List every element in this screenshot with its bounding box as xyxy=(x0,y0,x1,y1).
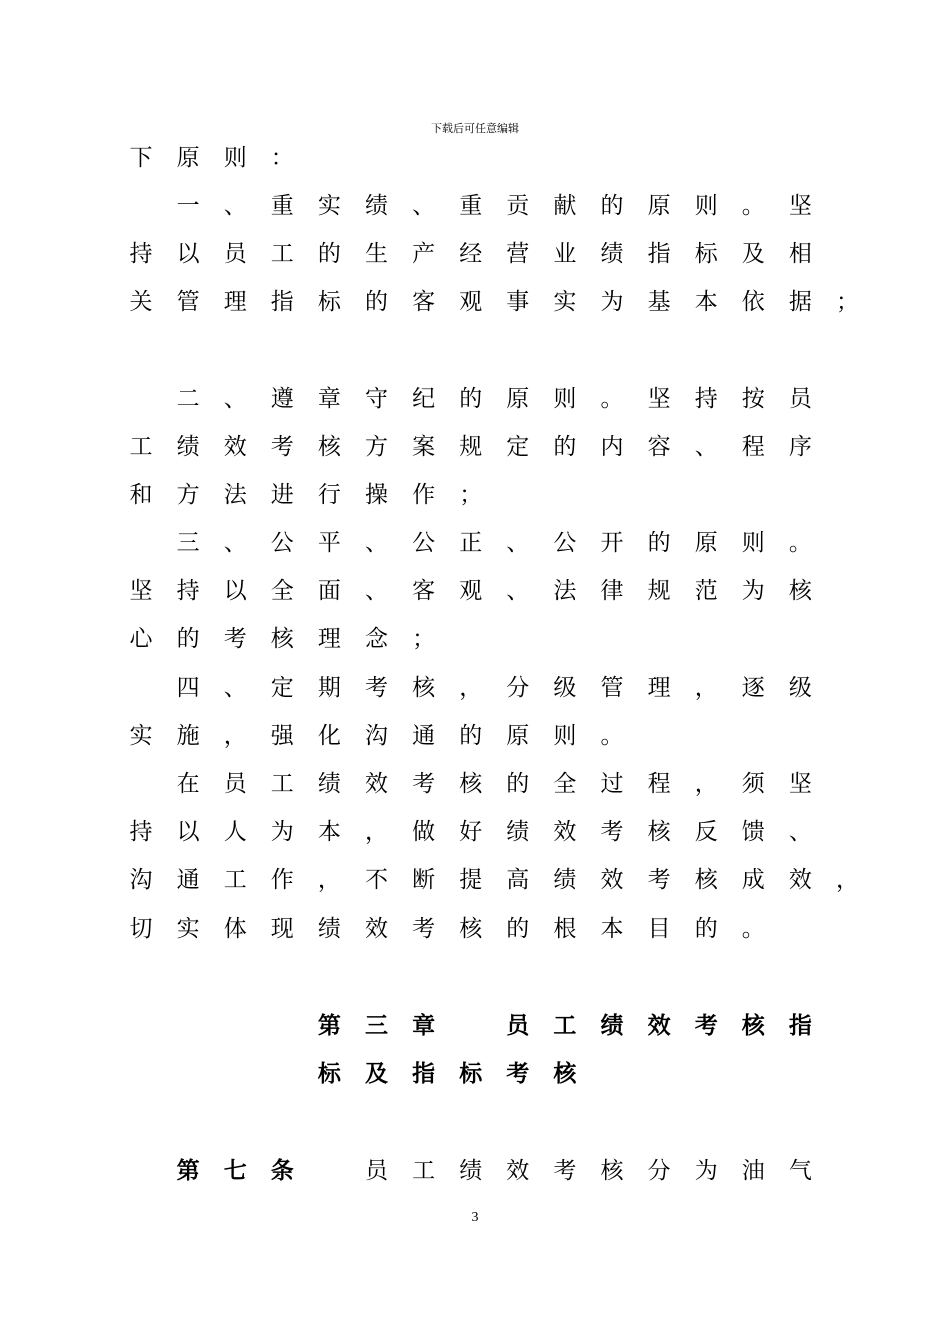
text-char: 行 xyxy=(317,482,341,508)
text-char: 的 xyxy=(459,386,483,412)
text-char: ， xyxy=(223,723,247,749)
text-char: 核 xyxy=(270,626,294,652)
text-char: 馈 xyxy=(741,819,765,845)
text-char: 的 xyxy=(647,530,671,556)
text-char: 开 xyxy=(600,530,624,556)
text-char: 考 xyxy=(412,771,436,797)
text-char: 通 xyxy=(176,867,200,893)
paragraph-line xyxy=(0,382,950,416)
text-char: 核 xyxy=(741,1013,765,1039)
text-char: 体 xyxy=(223,916,247,942)
text-char: 则 xyxy=(741,530,765,556)
text-char: 业 xyxy=(553,241,577,267)
text-char: 以 xyxy=(176,241,200,267)
text-char: 心 xyxy=(129,626,153,652)
text-char: 考 xyxy=(553,1158,577,1184)
text-char: 正 xyxy=(459,530,483,556)
text-char: 持 xyxy=(694,386,718,412)
text-char: 关 xyxy=(129,289,153,315)
text-char: 逐 xyxy=(741,675,765,701)
text-char: ： xyxy=(270,145,294,171)
text-char: 效 xyxy=(506,1158,530,1184)
text-char: ； xyxy=(412,626,436,652)
text-char: 成 xyxy=(741,867,765,893)
text-char: 基 xyxy=(647,289,671,315)
text-char: 一 xyxy=(176,193,200,219)
text-char: 工 xyxy=(412,1158,436,1184)
text-char: 核 xyxy=(459,916,483,942)
text-char: 方 xyxy=(365,434,388,460)
text-char: 纪 xyxy=(412,386,436,412)
text-char: 原 xyxy=(694,530,718,556)
text-char: 程 xyxy=(741,434,765,460)
text-char: 理 xyxy=(223,289,247,315)
text-char: 进 xyxy=(270,482,294,508)
text-char: 员 xyxy=(788,386,812,412)
text-char: 考 xyxy=(600,819,624,845)
text-char: 绩 xyxy=(317,916,341,942)
text-char: 本 xyxy=(600,916,624,942)
text-char: 考 xyxy=(647,867,671,893)
text-char: 不 xyxy=(365,867,388,893)
text-char: 。 xyxy=(741,916,765,942)
text-char: 原 xyxy=(506,723,530,749)
text-char: 反 xyxy=(694,819,718,845)
text-char: 化 xyxy=(317,723,341,749)
text-char: 做 xyxy=(412,819,436,845)
text-char: 则 xyxy=(694,193,718,219)
text-char: 范 xyxy=(694,578,718,604)
text-char: 分 xyxy=(506,675,530,701)
page-number: 3 xyxy=(471,1210,479,1225)
paragraph-line xyxy=(0,478,950,512)
text-char: 过 xyxy=(600,771,624,797)
text-char: 工 xyxy=(553,1013,577,1039)
text-char: 章 xyxy=(412,1013,436,1039)
text-char: 核 xyxy=(788,578,812,604)
text-char: 献 xyxy=(553,193,577,219)
text-char: 管 xyxy=(600,675,624,701)
text-char: 本 xyxy=(317,819,341,845)
heading-line xyxy=(0,1057,950,1091)
text-char: 第 xyxy=(176,1158,200,1184)
text-char: 沟 xyxy=(365,723,388,749)
paragraph-line xyxy=(0,767,950,801)
text-char: 考 xyxy=(412,916,436,942)
text-char: 客 xyxy=(412,578,436,604)
text-char: 绩 xyxy=(600,241,624,267)
text-char: 序 xyxy=(788,434,812,460)
text-char: 的 xyxy=(506,916,530,942)
text-char: 。 xyxy=(600,386,624,412)
text-char: 指 xyxy=(270,289,294,315)
text-char: 核 xyxy=(412,675,436,701)
text-char: 、 xyxy=(412,193,436,219)
text-char: 本 xyxy=(694,289,718,315)
text-char: 法 xyxy=(223,482,247,508)
text-char: 则 xyxy=(553,723,577,749)
text-char: 效 xyxy=(223,434,247,460)
text-char: 绩 xyxy=(506,819,530,845)
paragraph-line xyxy=(0,1154,950,1188)
text-char: 考 xyxy=(270,434,294,460)
text-char: 则 xyxy=(223,145,247,171)
text-char: 的 xyxy=(459,723,483,749)
text-char: 指 xyxy=(788,1013,812,1039)
text-char: 持 xyxy=(129,241,153,267)
text-char: 、 xyxy=(223,193,247,219)
text-char: 效 xyxy=(553,819,577,845)
text-char: 。 xyxy=(600,723,624,749)
text-char: 观 xyxy=(459,289,483,315)
text-char: 全 xyxy=(270,578,294,604)
text-char: 级 xyxy=(553,675,577,701)
paragraph-line xyxy=(0,189,950,223)
text-char: 贡 xyxy=(506,193,530,219)
text-char: 为 xyxy=(600,289,624,315)
paragraph-line xyxy=(0,526,950,560)
text-char: 在 xyxy=(176,771,200,797)
text-char: 绩 xyxy=(600,1013,624,1039)
text-char: 相 xyxy=(788,241,812,267)
text-char: 作 xyxy=(412,482,436,508)
text-char: 全 xyxy=(553,771,577,797)
text-char: 级 xyxy=(788,675,812,701)
text-char: 油 xyxy=(741,1158,765,1184)
text-char: 。 xyxy=(788,530,812,556)
text-char: 高 xyxy=(506,867,530,893)
text-char: 守 xyxy=(365,386,388,412)
text-char: ， xyxy=(317,867,341,893)
text-char: 员 xyxy=(365,1158,388,1184)
text-char: 四 xyxy=(176,675,200,701)
text-char: 员 xyxy=(223,241,247,267)
text-char: 律 xyxy=(600,578,624,604)
paragraph-line xyxy=(0,430,950,464)
paragraph-line xyxy=(0,719,950,753)
text-char: 、 xyxy=(223,675,247,701)
text-char: ， xyxy=(365,819,388,845)
text-char: 生 xyxy=(365,241,388,267)
text-char: 标 xyxy=(317,289,341,315)
text-char: 平 xyxy=(317,530,341,556)
text-char: 的 xyxy=(694,916,718,942)
paragraph-line xyxy=(0,815,950,849)
text-char: 客 xyxy=(412,289,436,315)
text-char: 指 xyxy=(412,1061,436,1087)
text-char: 实 xyxy=(317,193,341,219)
paragraph-line xyxy=(0,671,950,705)
text-char: 下 xyxy=(129,145,153,171)
text-char: 实 xyxy=(176,916,200,942)
text-char: 目 xyxy=(647,916,671,942)
text-char: 效 xyxy=(365,916,388,942)
text-char: 章 xyxy=(317,386,341,412)
text-char: 坚 xyxy=(788,771,812,797)
text-char: 规 xyxy=(459,434,483,460)
paragraph-line xyxy=(0,622,950,656)
text-char: 沟 xyxy=(129,867,153,893)
text-char: 及 xyxy=(741,241,765,267)
text-char: 期 xyxy=(317,675,341,701)
text-char: 产 xyxy=(412,241,436,267)
text-char: 绩 xyxy=(459,1158,483,1184)
text-char: 工 xyxy=(270,771,294,797)
text-char: 、 xyxy=(365,578,388,604)
text-char: 及 xyxy=(365,1061,388,1087)
text-char: 持 xyxy=(129,819,153,845)
text-char: 七 xyxy=(223,1158,247,1184)
text-char: 须 xyxy=(741,771,765,797)
text-char: 为 xyxy=(741,578,765,604)
text-char: 的 xyxy=(506,771,530,797)
text-char: 按 xyxy=(741,386,765,412)
text-char: 内 xyxy=(600,434,624,460)
text-char: 的 xyxy=(600,193,624,219)
text-char: 则 xyxy=(553,386,577,412)
text-char: 绩 xyxy=(365,193,388,219)
text-char: 容 xyxy=(647,434,671,460)
text-char: 效 xyxy=(647,1013,671,1039)
text-char: 标 xyxy=(694,241,718,267)
text-char: 定 xyxy=(506,434,530,460)
text-char: 坚 xyxy=(647,386,671,412)
paragraph-line xyxy=(0,574,950,608)
text-char: 施 xyxy=(176,723,200,749)
text-char: 据 xyxy=(788,289,812,315)
text-char: 实 xyxy=(129,723,153,749)
text-char: 作 xyxy=(270,867,294,893)
text-char: 。 xyxy=(741,193,765,219)
text-char: 方 xyxy=(176,482,200,508)
text-char: 三 xyxy=(176,530,200,556)
text-char: 和 xyxy=(129,482,153,508)
text-char: ； xyxy=(836,289,859,315)
text-char: 、 xyxy=(223,530,247,556)
text-char: 绩 xyxy=(176,434,200,460)
text-char: 遵 xyxy=(270,386,294,412)
text-char: 公 xyxy=(412,530,436,556)
text-char: 效 xyxy=(788,867,812,893)
text-char: 核 xyxy=(459,771,483,797)
text-char: 人 xyxy=(223,819,247,845)
text-char: 工 xyxy=(129,434,153,460)
text-char: 考 xyxy=(694,1013,718,1039)
text-char: 、 xyxy=(506,578,530,604)
text-char: 操 xyxy=(365,482,388,508)
text-char: 条 xyxy=(270,1158,294,1184)
text-char: 经 xyxy=(459,241,483,267)
text-char: 为 xyxy=(694,1158,718,1184)
text-char: ， xyxy=(694,675,718,701)
text-char: 案 xyxy=(412,434,436,460)
text-char: 观 xyxy=(459,578,483,604)
text-char: 坚 xyxy=(129,578,153,604)
text-char: 标 xyxy=(317,1061,341,1087)
text-char: 二 xyxy=(176,386,200,412)
text-char: 考 xyxy=(223,626,247,652)
text-char: 法 xyxy=(553,578,577,604)
paragraph-line xyxy=(0,285,950,319)
text-char: 、 xyxy=(223,386,247,412)
text-char: ， xyxy=(836,867,859,893)
text-char: 气 xyxy=(788,1158,812,1184)
text-char: 工 xyxy=(223,867,247,893)
text-char: 坚 xyxy=(788,193,812,219)
text-char: 强 xyxy=(270,723,294,749)
text-char xyxy=(454,1009,488,1043)
text-char: 效 xyxy=(365,771,388,797)
text-char: 为 xyxy=(270,819,294,845)
text-char: 指 xyxy=(647,241,671,267)
text-char: 面 xyxy=(317,578,341,604)
text-char: 依 xyxy=(741,289,765,315)
text-char: 员 xyxy=(506,1013,530,1039)
text-char: 公 xyxy=(270,530,294,556)
page-header: 下载后可任意编辑 xyxy=(431,122,519,135)
text-char: 实 xyxy=(553,289,577,315)
text-char: 好 xyxy=(459,819,483,845)
text-char: 核 xyxy=(647,819,671,845)
text-char: 分 xyxy=(647,1158,671,1184)
text-char: ； xyxy=(459,482,483,508)
text-char: 理 xyxy=(647,675,671,701)
text-char: 营 xyxy=(506,241,530,267)
text-char: 核 xyxy=(694,867,718,893)
text-char: 原 xyxy=(647,193,671,219)
text-char: 持 xyxy=(176,578,200,604)
text-char: 通 xyxy=(412,723,436,749)
text-char: ， xyxy=(694,771,718,797)
paragraph-line xyxy=(0,912,950,946)
text-char: 三 xyxy=(365,1013,388,1039)
text-char: 念 xyxy=(365,626,388,652)
text-char: 事 xyxy=(506,289,530,315)
text-char: 的 xyxy=(365,289,388,315)
text-char: 、 xyxy=(694,434,718,460)
text-char: 员 xyxy=(223,771,247,797)
text-char: 核 xyxy=(600,1158,624,1184)
text-char: 规 xyxy=(647,578,671,604)
text-char: 原 xyxy=(506,386,530,412)
text-char: 以 xyxy=(176,819,200,845)
text-char: 考 xyxy=(365,675,388,701)
text-char: 根 xyxy=(553,916,577,942)
text-char: 工 xyxy=(270,241,294,267)
text-char: 理 xyxy=(317,626,341,652)
text-char: 、 xyxy=(788,819,812,845)
text-char: 核 xyxy=(553,1061,577,1087)
text-char: 效 xyxy=(600,867,624,893)
text-char: 标 xyxy=(459,1061,483,1087)
text-char: 、 xyxy=(506,530,530,556)
paragraph-line xyxy=(0,863,950,897)
text-char: 绩 xyxy=(317,771,341,797)
text-char: 提 xyxy=(459,867,483,893)
text-char: 定 xyxy=(270,675,294,701)
text-char: 切 xyxy=(129,916,153,942)
text-char: 公 xyxy=(553,530,577,556)
text-char: 管 xyxy=(176,289,200,315)
text-char: 重 xyxy=(270,193,294,219)
text-char: 程 xyxy=(647,771,671,797)
text-char: 的 xyxy=(553,434,577,460)
text-char: 绩 xyxy=(553,867,577,893)
paragraph-line xyxy=(0,141,950,175)
text-char: ， xyxy=(459,675,483,701)
text-char: 考 xyxy=(506,1061,530,1087)
text-char: 第 xyxy=(317,1013,341,1039)
text-char: 核 xyxy=(317,434,341,460)
text-char: 的 xyxy=(176,626,200,652)
text-char: 重 xyxy=(459,193,483,219)
paragraph-line xyxy=(0,237,950,271)
text-char: 断 xyxy=(412,867,436,893)
text-char: 的 xyxy=(317,241,341,267)
text-char: 原 xyxy=(176,145,200,171)
text-char: 以 xyxy=(223,578,247,604)
text-char: 现 xyxy=(270,916,294,942)
heading-line xyxy=(0,1009,950,1043)
text-char: 、 xyxy=(365,530,388,556)
